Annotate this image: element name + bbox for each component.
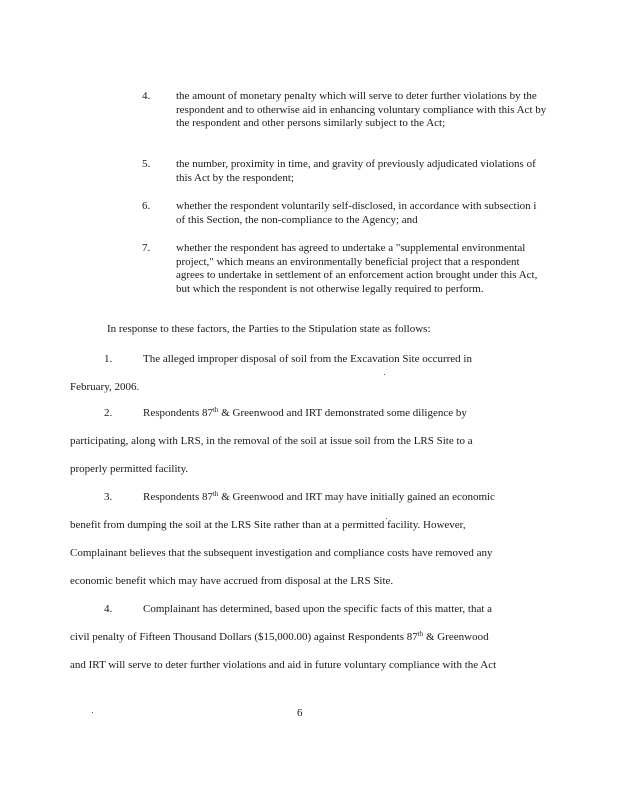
factor-text: the amount of monetary penalty which will serve to deter further violations by the respondent and to otherwise aid in enhancing voluntary compliance with this Act by the respondent and other persons similarly subject to the Act; [176,90,547,130]
scan-speck [92,712,93,713]
paragraph-line: Complainant believes that the subsequent investigation and compliance costs have removed any [70,547,493,559]
paragraph-line: properly permitted facility. [70,463,189,475]
scan-speck [386,518,387,519]
paragraph-line: Respondents 87th & Greenwood and IRT demonstrated some diligence by [143,406,467,419]
factor-number: 5. [142,158,151,170]
ordinal-suffix: th [417,630,424,638]
paragraph-line: Complainant has determined, based upon the specific facts of this matter, that a [143,603,493,615]
paragraph-line: and IRT will serve to deter further violations and aid in future voluntary compliance with the Act [70,659,497,671]
paragraph-line: civil penalty of Fifteen Thousand Dollars ($15,000.00) against Respondents 87th & Greenwood [70,630,489,643]
paragraph-line: economic benefit which may have accrued from disposal at the LRS Site. [70,575,394,587]
paragraph-line: benefit from dumping the soil at the LRS Site rather than at a permitted facility. However, [70,519,466,531]
factor-text: whether the respondent has agreed to undertake a "supplemental environmental project," which means an environmentally beneficial project that a respondent agrees to undertake in settlement of an enforcement action brought under this Act, but which the respondent is not otherwise legally required to perform. [176,242,538,296]
ordinal-suffix: th [212,490,219,498]
paragraph-line: The alleged improper disposal of soil from the Excavation Site occurred in [143,353,472,365]
paragraph-line: February, 2006. [70,381,140,393]
paragraph-number: 2. [104,407,113,419]
scan-speck [384,374,385,375]
paragraph-number: 4. [104,603,113,615]
ordinal-suffix: th [212,406,219,414]
paragraph-number: 3. [104,491,113,503]
factor-text: the number, proximity in time, and gravity of previously adjudicated violations of this Act by the respondent; [176,158,536,184]
factor-number: 6. [142,200,151,212]
factor-text: whether the respondent voluntarily self-disclosed, in accordance with subsection i of this Section, the non-compliance to the Agency; and [176,200,537,226]
paragraph-line: participating, along with LRS, in the removal of the soil at issue soil from the LRS Site to a [70,435,473,447]
page-number: 6 [297,707,303,719]
factor-number: 7. [142,242,151,254]
intro-sentence: In response to these factors, the Parties to the Stipulation state as follows: [107,323,431,335]
paragraph-line: Respondents 87th & Greenwood and IRT may have initially gained an economic [143,490,495,503]
factor-number: 4. [142,90,151,102]
paragraph-number: 1. [104,353,113,365]
